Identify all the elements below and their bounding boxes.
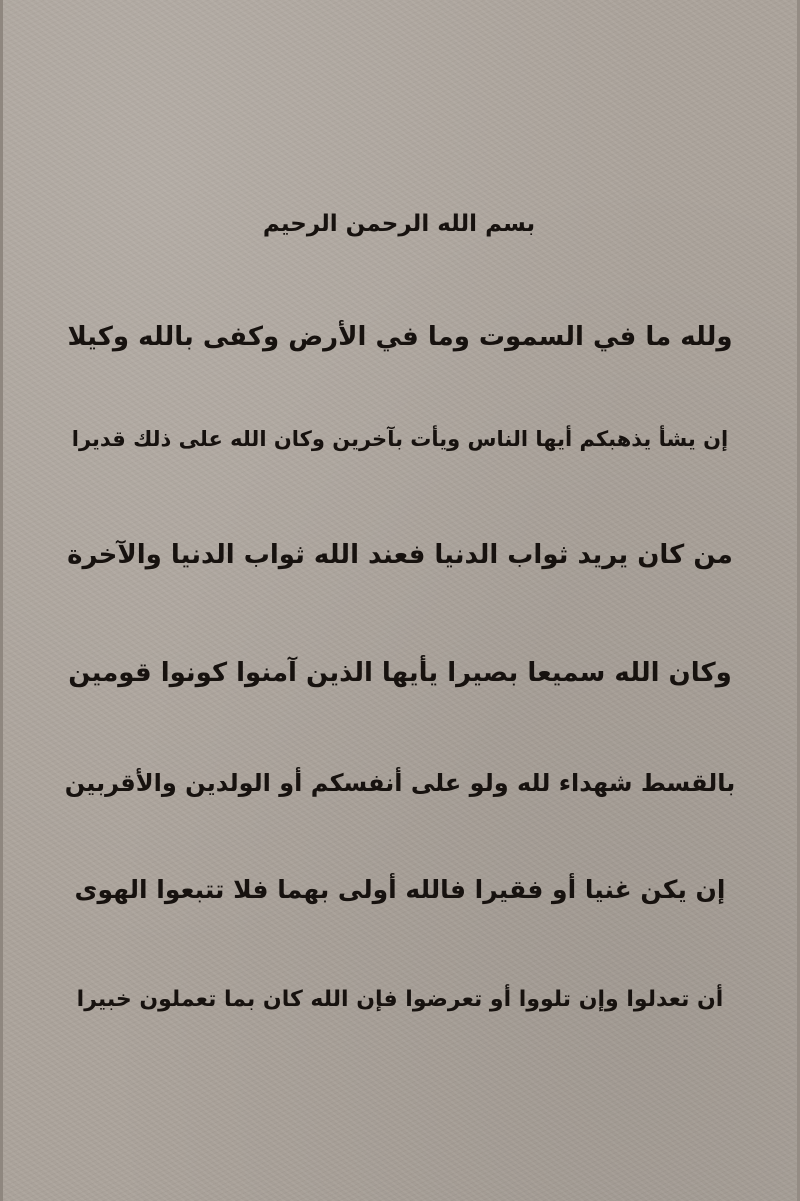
calligraphy-line-2: إن يشأ يذهبكم أيها الناس ويأت بآخرين وكان الله على ذلك قديرا bbox=[71, 427, 729, 451]
calligraphy-line-1: ولله ما في السموت وما في الأرض وكفى بالله وكيلا bbox=[67, 322, 733, 352]
calligraphy-line-7: أن تعدلوا وإن تلووا أو تعرضوا فإن الله كان بما تعملون خبيرا bbox=[76, 987, 724, 1012]
calligraphy-line-3: من كان يريد ثواب الدنيا فعند الله ثواب الدنيا والآخرة bbox=[67, 540, 733, 570]
calligraphy-line-5: بالقسط شهداء لله ولو على أنفسكم أو الولدين والأقربين bbox=[64, 769, 736, 797]
calligraphy-line-4: وكان الله سميعا بصيرا يأيها الذين آمنوا كونوا قومين bbox=[68, 658, 732, 688]
paper-left-edge bbox=[0, 0, 3, 1201]
calligraphy-line-6: إن يكن غنيا أو فقيرا فالله أولى بهما فلا تتبعوا الهوى bbox=[74, 875, 726, 904]
basmala-heading: بسم الله الرحمن الرحيم bbox=[262, 211, 536, 237]
